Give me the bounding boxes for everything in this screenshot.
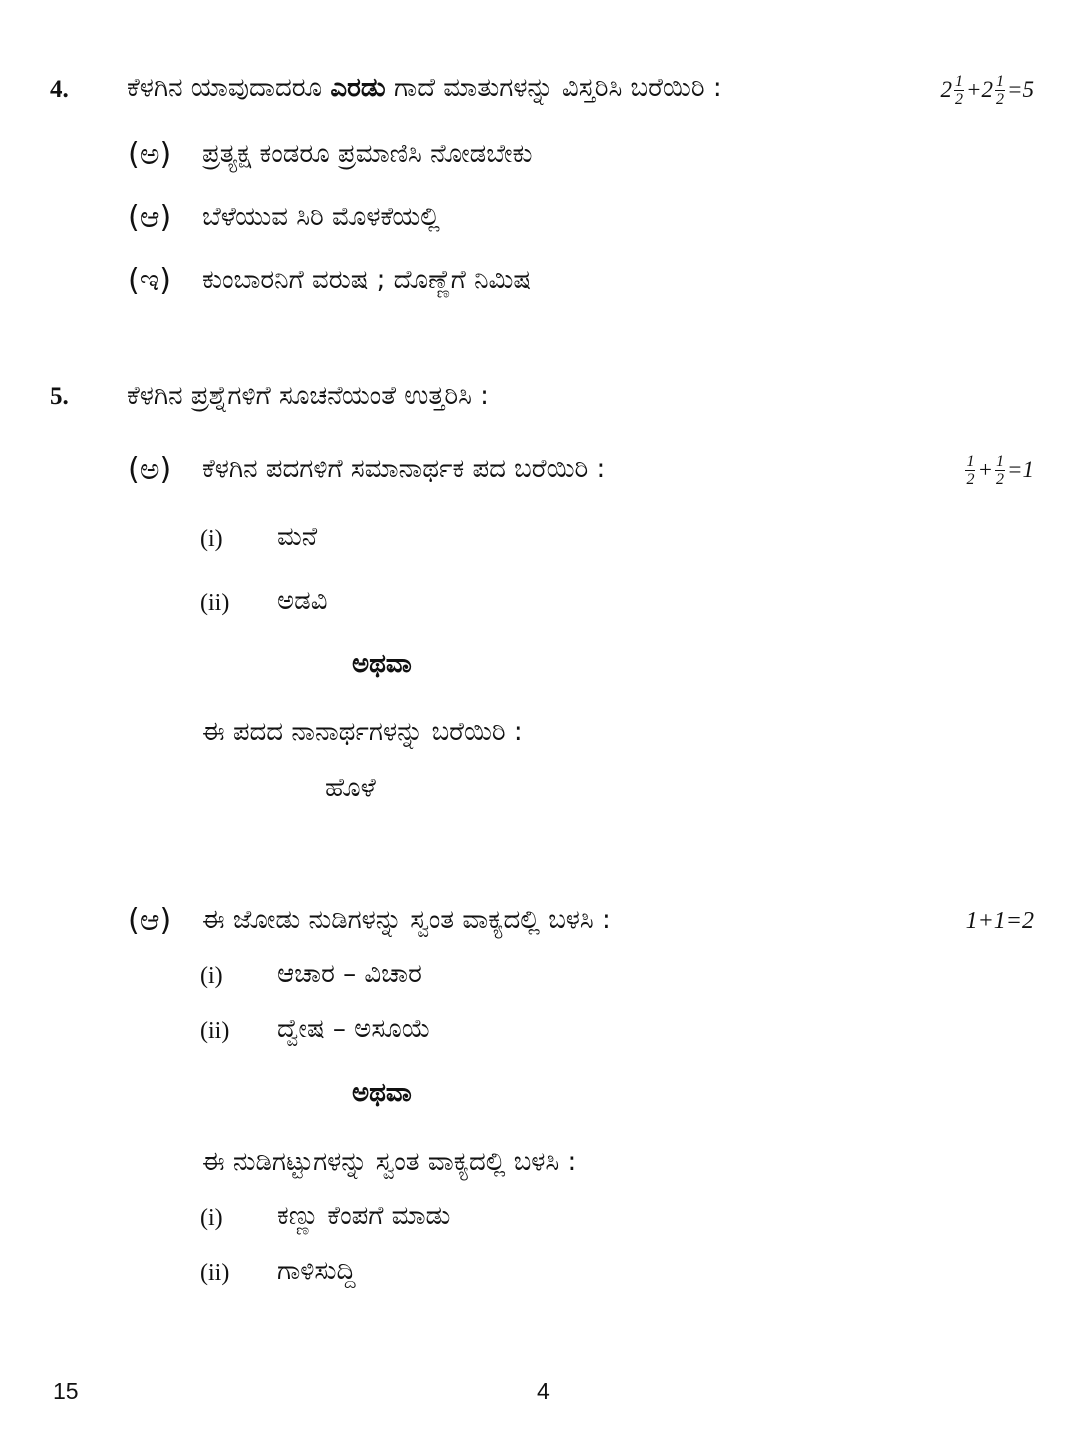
- marks-fraction-2: $\frac{1}{2}$: [995, 452, 1004, 488]
- question-5-number: 5.: [50, 383, 69, 410]
- q5-part-b-label: (ಆ): [128, 903, 172, 938]
- q5-b-or-label: ಅಥವಾ: [352, 1078, 412, 1108]
- q5-a-item-num-2: (ii): [200, 590, 230, 616]
- question-4-marks: [940, 66, 1034, 114]
- marks-fraction-1: $\frac{1}{2}$: [954, 72, 963, 108]
- marks-fraction-2: $\frac{1}{2}$: [995, 72, 1004, 108]
- question-4-text: [127, 72, 722, 104]
- q4-item-text-a: ಪ್ರತ್ಯಕ್ಷ ಕಂಡರೂ ಪ್ರಮಾಣಿಸಿ ನೋಡಬೇಕು: [202, 139, 533, 169]
- q4-item-label-c: (ಇ): [128, 263, 171, 298]
- q5-b-item-num-1: (i): [200, 963, 223, 989]
- q5-part-a-marks: [963, 446, 1034, 494]
- q4-item-text-b: ಬೆಳೆಯುವ ಸಿರಿ ಮೊಳಕೆಯಲ್ಲಿ: [202, 202, 440, 232]
- marks-fraction-1: $\frac{1}{2}$: [966, 452, 975, 488]
- footer-code: 15: [53, 1378, 79, 1404]
- marks-plus-whole-2: +2: [965, 77, 993, 102]
- q5-b-alt-item-text-2: ಗಾಳಿಸುದ್ದಿ: [277, 1256, 356, 1286]
- q5-b-alt-item-text-1: ಕಣ್ಣು ಕೆಂಪಗೆ ಮಾಡು: [277, 1201, 451, 1231]
- marks-total: =1: [1006, 457, 1034, 482]
- page-number: 4: [537, 1378, 550, 1404]
- marks-total: =5: [1006, 77, 1034, 102]
- q4-item-label-a: (ಅ): [128, 137, 172, 172]
- q5-b-item-text-1: ಆಚಾರ – ವಿಚಾರ: [277, 959, 422, 989]
- q5-a-alt-word: ಹೊಳೆ: [325, 773, 376, 803]
- q5-part-a-label: (ಅ): [128, 452, 172, 487]
- q5-b-item-text-2: ದ್ವೇಷ – ಅಸೂಯೆ: [277, 1014, 431, 1044]
- q5-a-item-text-2: ಅಡವಿ: [277, 586, 328, 616]
- question-5-text: ಕೆಳಗಿನ ಪ್ರಶ್ನೆಗಳಿಗೆ ಸೂಚನೆಯಂತೆ ಉತ್ತರಿಸಿ :: [127, 381, 489, 411]
- question-4-number: 4.: [50, 76, 69, 103]
- q5-a-alt-text: ಈ ಪದದ ನಾನಾರ್ಥಗಳನ್ನು ಬರೆಯಿರಿ :: [202, 717, 523, 747]
- q5-b-alt-text: ಈ ನುಡಿಗಟ್ಟುಗಳನ್ನು ಸ್ವಂತ ವಾಕ್ಯದಲ್ಲಿ ಬಳಸಿ :: [202, 1147, 577, 1177]
- q5-a-item-text-1: ಮನೆ: [277, 522, 318, 552]
- q4-item-text-c: ಕುಂಬಾರನಿಗೆ ವರುಷ ; ದೊಣ್ಣೆಗೆ ನಿಮಿಷ: [202, 265, 532, 295]
- q5-part-b-text: ಈ ಜೋಡು ನುಡಿಗಳನ್ನು ಸ್ವಂತ ವಾಕ್ಯದಲ್ಲಿ ಬಳಸಿ :: [202, 905, 611, 935]
- marks-whole-1: 2: [940, 77, 952, 102]
- q5-part-a-text: ಕೆಳಗಿನ ಪದಗಳಿಗೆ ಸಮಾನಾರ್ಥಕ ಪದ ಬರೆಯಿರಿ :: [202, 454, 606, 484]
- q5-b-item-num-2: (ii): [200, 1018, 230, 1044]
- q5-b-alt-item-num-2: (ii): [200, 1260, 230, 1286]
- question-4-text-part-b: ಗಾದೆ ಮಾತುಗಳನ್ನು ವಿಸ್ತರಿಸಿ ಬರೆಯಿರಿ :: [385, 73, 722, 103]
- q4-item-label-b: (ಆ): [128, 200, 172, 235]
- q5-a-item-num-1: (i): [200, 526, 223, 552]
- question-4-text-emphasis: ಎರಡು: [330, 73, 386, 103]
- q5-b-alt-item-num-1: (i): [200, 1205, 223, 1231]
- question-4-text-part-a: ಕೆಳಗಿನ ಯಾವುದಾದರೂ: [127, 73, 331, 103]
- marks-plus: +: [977, 457, 993, 482]
- q5-part-b-marks: 1+1=2: [965, 908, 1034, 934]
- q5-a-or-label: ಅಥವಾ: [352, 649, 412, 679]
